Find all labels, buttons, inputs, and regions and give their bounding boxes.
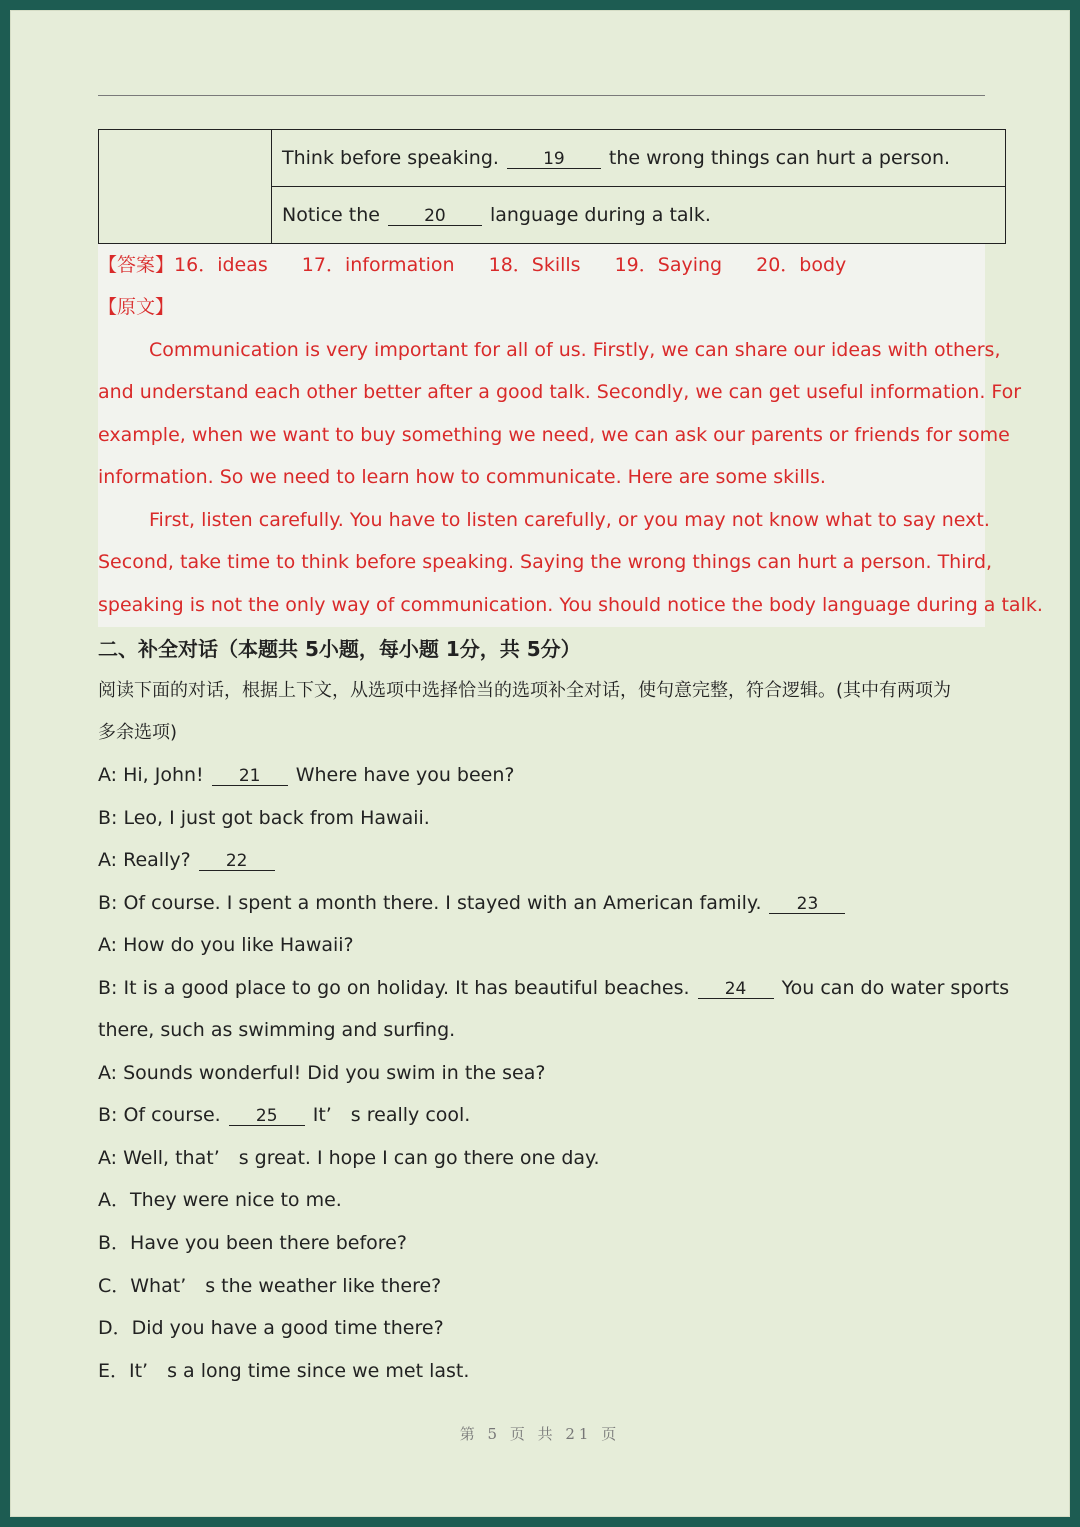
dialogue-line: [98, 892, 853, 914]
option-a: A．They were nice to me.: [98, 1189, 342, 1211]
blank-21: 21: [212, 767, 288, 786]
option-c: C．What’ s the weather like there?: [98, 1275, 442, 1297]
dialogue-line: [98, 764, 515, 786]
row-text: language during a talk.: [489, 204, 711, 226]
answer-item: 19．Saying: [614, 254, 723, 276]
question-table: [98, 129, 1006, 244]
answer-item: 18．Skills: [488, 254, 581, 276]
original-text-line: information. So we need to learn how to communicate. Here are some skills.: [98, 466, 826, 488]
answer-item: 16．ideas: [174, 254, 268, 276]
row-text: Think before speaking.: [282, 147, 499, 169]
blank-20: 20: [388, 207, 482, 226]
dialogue-line: A: Sounds wonderful! Did you swim in the sea?: [98, 1062, 546, 1084]
dialogue-line: there, such as swimming and surfing.: [98, 1019, 456, 1041]
option-b: B．Have you been there before?: [98, 1232, 407, 1254]
answer-item: 17．information: [301, 254, 455, 276]
blank-19: 19: [507, 150, 601, 169]
answer-item: 20．body: [756, 254, 847, 276]
blank-24: 24: [698, 980, 774, 999]
instruction-line: 多余选项): [98, 722, 178, 743]
option-e: E．It’ s a long time since we met last.: [98, 1360, 470, 1382]
dialogue-text: You can do water sports: [781, 977, 1010, 999]
instruction-line: 阅读下面的对话，根据上下文，从选项中选择恰当的选项补全对话，使句意完整，符合逻辑。(其中有两项为: [98, 680, 952, 701]
blank-25: 25: [229, 1107, 305, 1126]
dialogue-line: A: How do you like Hawaii?: [98, 934, 354, 956]
dialogue-text: A: Hi, John!: [98, 764, 204, 786]
table-empty-cell: [99, 130, 272, 244]
dialogue-text: B: Of course.: [98, 1104, 221, 1126]
blank-23: 23: [769, 895, 845, 914]
dialogue-text: Where have you been?: [295, 764, 515, 786]
dialogue-line: B: Leo, I just got back from Hawaii.: [98, 807, 430, 829]
dialogue-line: [98, 849, 283, 871]
original-text-line: Communication is very important for all of us. Firstly, we can share our ideas with others,: [149, 339, 1001, 361]
dialogue-text: It’ s really cool.: [312, 1104, 471, 1126]
dialogue-text: A: Really?: [98, 849, 191, 871]
answer-label: 【答案】: [98, 254, 175, 276]
blank-22: 22: [199, 852, 275, 871]
dialogue-text: B: Of course. I spent a month there. I stayed with an American family.: [98, 892, 762, 914]
page-footer: 第 5 页 共 21 页: [459, 1425, 621, 1443]
original-label: 【原文】: [98, 296, 175, 318]
dialogue-line: [98, 1104, 470, 1126]
answer-line: [98, 254, 880, 276]
dialogue-line: A: Well, that’ s great. I hope I can go there one day.: [98, 1147, 600, 1169]
original-text-line: speaking is not the only way of communication. You should notice the body language during a talk.: [98, 594, 1043, 616]
option-d: D．Did you have a good time there?: [98, 1317, 444, 1339]
dialogue-line: [98, 977, 1009, 999]
row-text: Notice the: [282, 204, 380, 226]
dialogue-text: B: It is a good place to go on holiday. It has beautiful beaches.: [98, 977, 690, 999]
original-text-line: and understand each other better after a good talk. Secondly, we can get useful information. For: [98, 381, 1022, 403]
table-row: [272, 130, 1006, 187]
original-text-line: First, listen carefully. You have to listen carefully, or you may not know what to say next.: [149, 509, 990, 531]
table-row: [272, 187, 1006, 244]
original-text-line: Second, take time to think before speaking. Saying the wrong things can hurt a person. Third,: [98, 551, 993, 573]
header-divider: [98, 95, 985, 96]
original-text-line: example, when we want to buy something we need, we can ask our parents or friends for some: [98, 424, 1010, 446]
row-text: the wrong things can hurt a person.: [608, 147, 951, 169]
section-heading: 二、补全对话（本题共 5小题，每小题 1分，共 5分）: [98, 637, 581, 661]
